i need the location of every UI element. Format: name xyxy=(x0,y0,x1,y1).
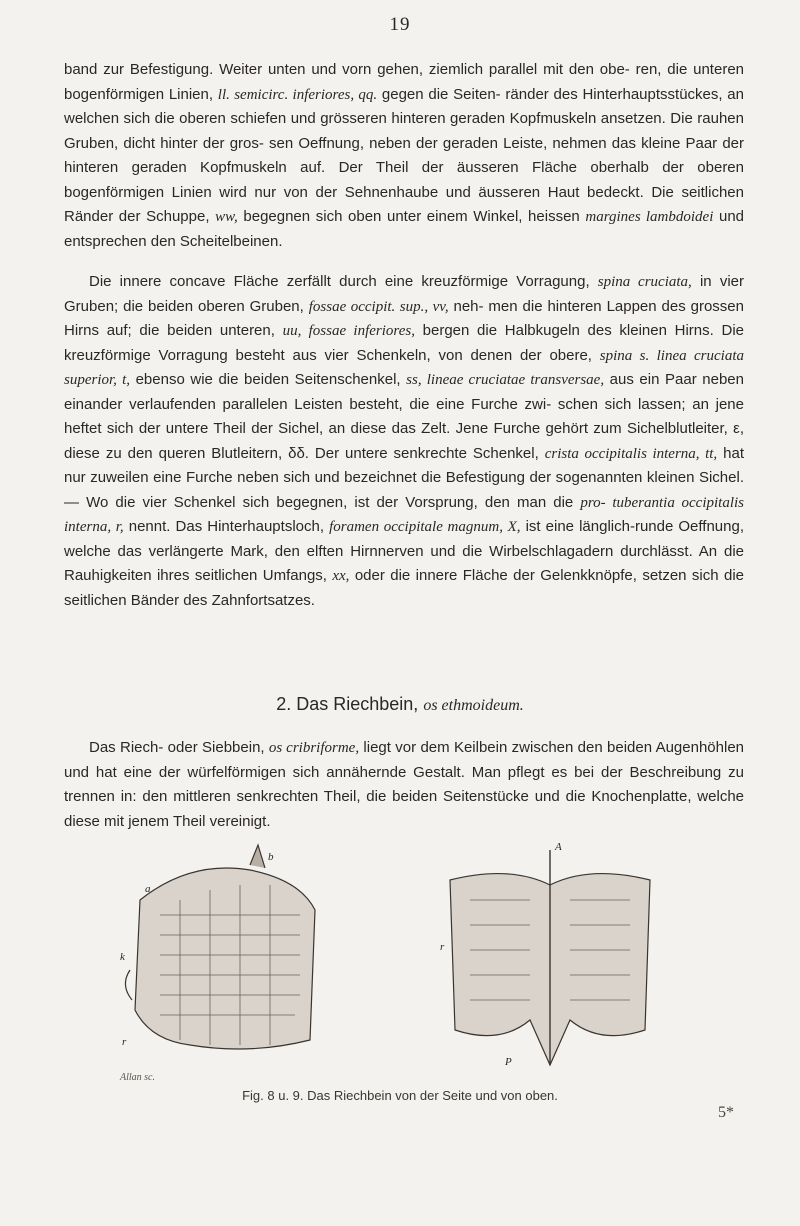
text-run: bergen die Halbkugeln des kleinen Hirns. Die kreuzförmige Vorragung besteht aus vier Schenkeln, von denen der obere, xyxy=(64,322,744,364)
section-title: Das Riechbein, xyxy=(296,694,419,714)
italic-term: uu, fossae inferiores, xyxy=(282,323,415,339)
text-run: nennt. Das Hinterhauptsloch, xyxy=(123,518,330,535)
section-subtitle: os ethmoideum. xyxy=(423,697,524,714)
paragraph-3 xyxy=(64,736,744,834)
text-run: in vier Gruben; die beiden oberen Gruben, xyxy=(64,273,744,315)
italic-term: spina s. linea cruciata superior, t, xyxy=(64,347,744,388)
italic-term: ss, lineae cruciatae transversae, xyxy=(406,372,605,388)
label-P: P xyxy=(505,1056,512,1068)
text-run: Die innere concave Fläche zerfällt durch eine kreuzförmige Vorragung, xyxy=(89,273,598,290)
page-number: 19 xyxy=(389,14,411,35)
text-run: liegt vor dem Keilbein zwischen den beiden Augenhöhlen und hat eine der würfelförmigen sich annähernde Gestalt. Man pflegt es bei der Beschreibung zu trennen in: den mittleren senkrechten Theil, die beiden Seitenstücke und die Knochenplatte, welche diese mit jenem Theil vereinigt. xyxy=(64,739,745,830)
italic-term: os cribriforme, xyxy=(268,740,360,756)
figure-caption: Fig. 8 u. 9. Das Riechbein von der Seite und von oben. xyxy=(242,1088,558,1103)
paragraph-1 xyxy=(64,58,744,254)
text-run: hat nur zuweilen eine Furche neben sich und bezeichnet die Befestigung der sogenannten kleinen Sichel. — Wo die vier Schenkel sich begegnen, ist der Vorsprung, den man die xyxy=(64,444,744,511)
text-run: ebenso wie die beiden Seitenschenkel, xyxy=(130,371,407,388)
engraver-signature: Allan sc. xyxy=(120,1072,155,1080)
ethmoid-bone-figure xyxy=(100,840,700,1080)
label-r: r xyxy=(122,1036,127,1048)
label-k: k xyxy=(120,951,125,963)
italic-term: pro- tuberantia occipitalis interna, r, xyxy=(64,494,744,535)
text-run: und entsprechen den Scheitelbeinen. xyxy=(64,208,744,250)
signature-mark: 5* xyxy=(718,1104,734,1121)
label-a: a xyxy=(145,883,151,895)
text-run: begegnen sich oben unter einem Winkel, heissen xyxy=(237,208,586,225)
figure-8-side-view xyxy=(125,845,315,1049)
text-run: aus ein Paar neben einander verlaufenden parallelen Leisten besteht, die eine Furche zwi- schen sich lassen; an jene heftet sich der untere Theil der Sichel, an diese das Zelt. Jene Furche gehört zum Sichelblutleiter, ε, diese zu den queren Blutleitern, δδ. Der untere senkrechte Schenkel, xyxy=(64,371,744,462)
text-run: neh- men die hinteren Lappen des grossen Hirns auf; die beiden unteren, xyxy=(64,297,744,339)
section-number: 2. xyxy=(276,694,292,714)
paragraph-text xyxy=(64,736,744,834)
italic-term: spina cruciata, xyxy=(597,274,692,290)
figure-9-top-view xyxy=(450,850,650,1065)
label-A: A xyxy=(555,841,562,853)
italic-term: fossae occipit. sup., vv, xyxy=(308,298,449,315)
paragraph-text xyxy=(64,58,744,254)
text-run: Das Riech- oder Siebbein, xyxy=(89,739,269,756)
italic-term: xx, xyxy=(332,568,350,584)
italic-term: foramen occipitale magnum, X, xyxy=(329,519,521,535)
section-heading xyxy=(0,694,800,715)
text-run: oder die innere Fläche der Gelenkknöpfe, setzen sich die seitlichen Bänder des Zahnfortsatzes. xyxy=(64,567,745,609)
paragraph-2 xyxy=(64,270,744,613)
italic-term: ww, xyxy=(215,209,238,225)
paragraph-text xyxy=(64,270,744,613)
italic-term: margines lambdoidei xyxy=(585,209,714,225)
text-run: gegen die Seiten- ränder des Hinterhauptsstückes, an welchen sich die oberen schiefen und grösseren hinteren geraden Kopfmuskeln ansetzen. Die rauhen Gruben, dicht hinter der gros- sen Oeffnung, neben der geraden Leiste, nehmen das kleine Paar der hinteren geraden Kopfmuskeln auf. Der Theil der äusseren Fläche oberhalb der oberen bogenförmigen Linien wird nur von der Sehnenhaube und äusseren Haut bedeckt. Die seitlichen Ränder der Schuppe, xyxy=(64,85,744,225)
text-run: ist eine länglich-runde Oeffnung, welche das verlängerte Mark, den elften Hirnnerven und die Wirbelschlagadern durchlässt. An die Rauhigkeiten ihres seitlichen Umfangs, xyxy=(64,518,744,584)
text-run: band zur Befestigung. Weiter unten und vorn gehen, ziemlich parallel mit den obe- ren, die unteren bogenförmigen Linien, xyxy=(64,61,744,103)
label-b: b xyxy=(268,851,274,863)
italic-term: crista occipitalis interna, tt, xyxy=(544,445,718,462)
label-T: r xyxy=(440,941,445,953)
italic-term: ll. semicirc. inferiores, qq. xyxy=(217,86,378,103)
